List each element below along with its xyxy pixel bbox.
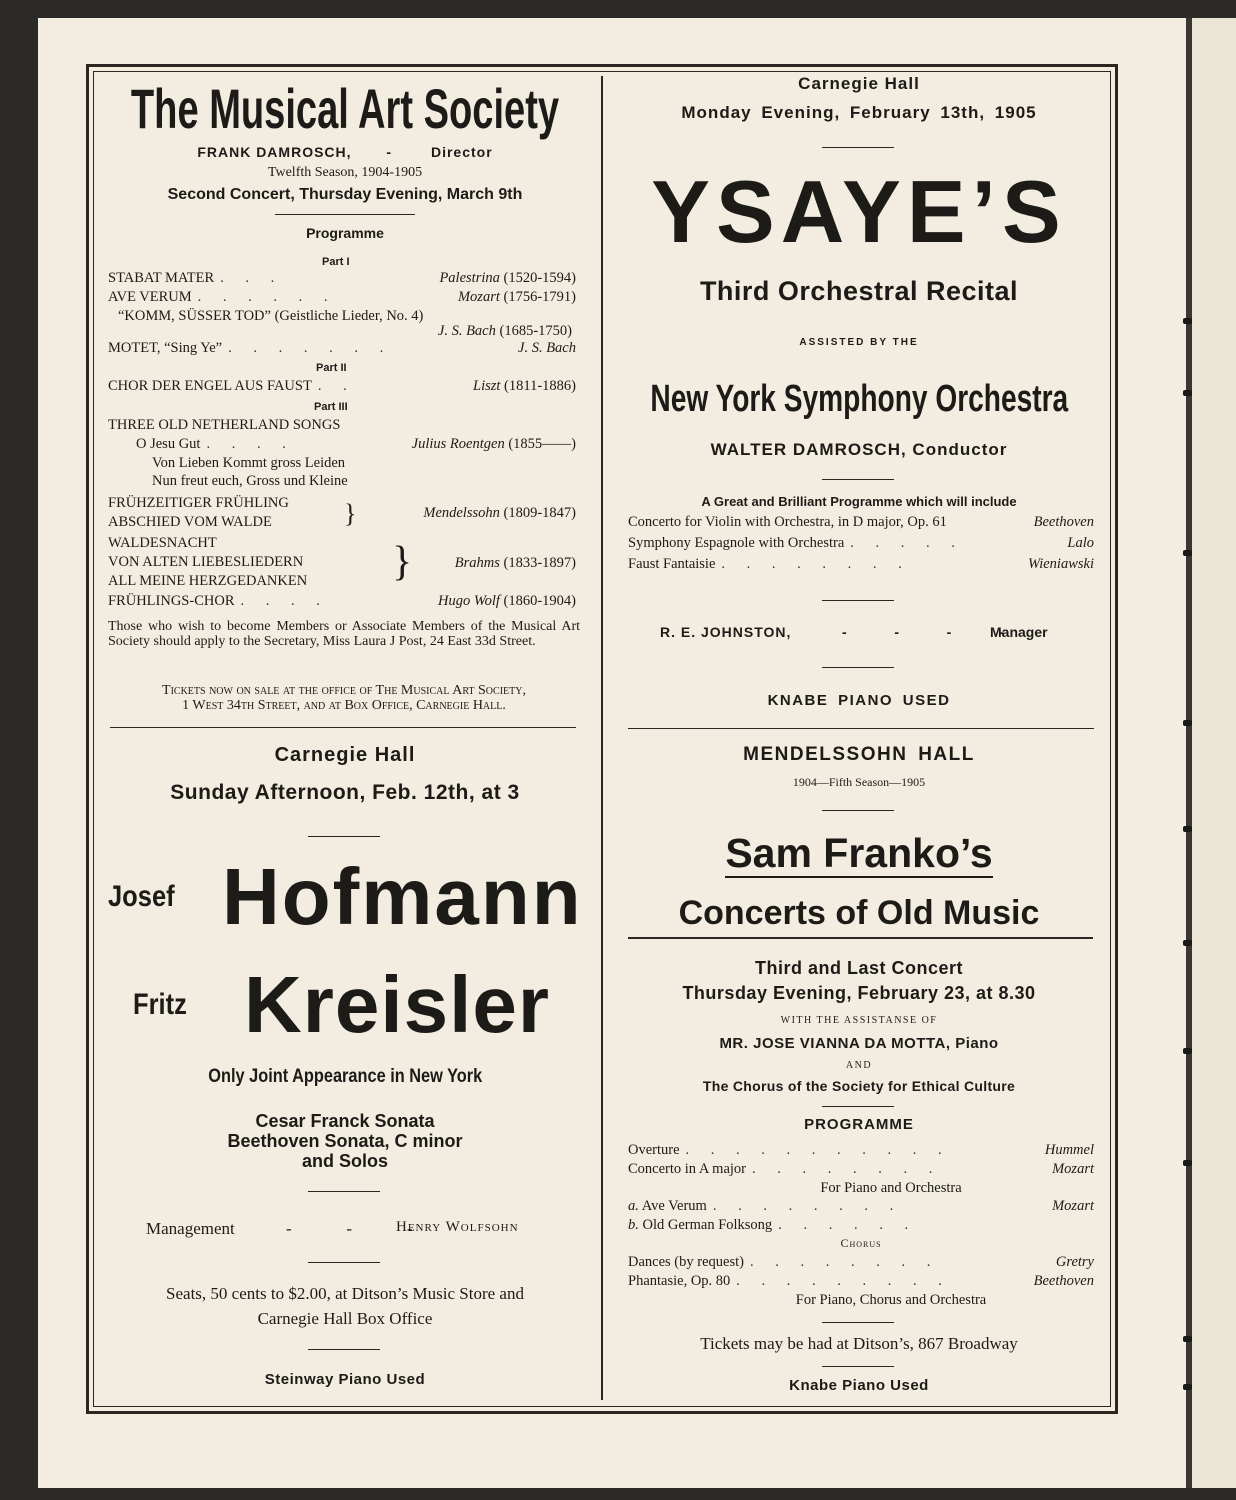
piece-title: Old German Folksong bbox=[642, 1217, 773, 1233]
binding-stitch bbox=[1183, 390, 1192, 396]
performer-first-name: Fritz bbox=[133, 988, 187, 1021]
piece-title: MOTET, “Sing Ye” bbox=[108, 340, 223, 356]
management-label: Management bbox=[146, 1219, 235, 1238]
franko-name: Sam Franko’s bbox=[725, 830, 993, 876]
binding-stitch bbox=[1183, 1160, 1192, 1166]
list-item bbox=[628, 514, 1094, 535]
binding-stitch bbox=[1183, 318, 1192, 324]
ysaye-programme-intro: A Great and Brilliant Programme which will include bbox=[701, 494, 1017, 509]
mas-membership-note: Those who wish to become Members or Associate Members of the Musical Art Society should apply to the Secretary, Miss Laura J Post, 24 East 33d Street. bbox=[108, 619, 580, 649]
franko-assist: WITH THE ASSISTANSE OF bbox=[780, 1015, 938, 1026]
franko-concert: Third and Last Concert bbox=[754, 958, 963, 978]
ysaye-assisted: ASSISTED BY THE bbox=[799, 337, 919, 348]
facing-page-edge bbox=[1192, 18, 1236, 1488]
franko-series-wrap bbox=[614, 890, 1104, 936]
binding-stitch bbox=[1183, 1048, 1192, 1054]
piece-title: CHOR DER ENGEL AUS FAUST bbox=[108, 378, 312, 394]
mas-director-line bbox=[100, 144, 590, 160]
musical-art-society-ad bbox=[100, 74, 590, 241]
mas-director-name: FRANK DAMROSCH, bbox=[197, 144, 352, 160]
performer-first-name: Josef bbox=[108, 880, 175, 913]
mas-tickets-line: Tickets now on sale at the office of The Musical Art Society, bbox=[162, 683, 526, 698]
mas-tickets-line: 1 West 34th Street, and at Box Office, Carnegie Hall. bbox=[182, 698, 506, 713]
hofmann-piano: Steinway Piano Used bbox=[264, 1371, 426, 1388]
mas-part2-heading: Part II bbox=[316, 362, 347, 374]
brace-icon: } bbox=[392, 539, 413, 585]
seats-line: Seats, 50 cents to $2.00, at Ditson’s Music Store and bbox=[166, 1284, 524, 1303]
mas-concert: Second Concert, Thursday Evening, March 9th bbox=[167, 186, 523, 203]
rule bbox=[308, 1262, 380, 1263]
seats-line: Carnegie Hall Box Office bbox=[257, 1309, 433, 1328]
binding-stitch bbox=[1183, 940, 1192, 946]
list-item: STABAT MATER . . . Palestrina (1520-1594) bbox=[108, 270, 576, 286]
franko-tickets: Tickets may be had at Ditson’s, 867 Broadway bbox=[700, 1334, 1018, 1353]
piece-title: ABSCHIED VOM WALDE bbox=[108, 514, 272, 530]
composer: Palestrina bbox=[439, 270, 500, 286]
hofmann-program bbox=[100, 1111, 590, 1171]
composer: Beethoven bbox=[1033, 1273, 1094, 1289]
ysaye-manager-name: R. E. JOHNSTON, bbox=[660, 624, 792, 640]
composer-dates: (1833-1897) bbox=[503, 555, 576, 571]
rule bbox=[308, 1349, 380, 1350]
program-line: Beethoven Sonata, C minor bbox=[227, 1131, 463, 1151]
list-item: b. Old German Folksong . . . . . . bbox=[628, 1217, 918, 1233]
piece-title: FRÜHLINGS-CHOR bbox=[108, 593, 235, 609]
hofmann-seats bbox=[100, 1281, 590, 1331]
composer-dates: (1685-1750) bbox=[499, 323, 572, 339]
composer: Wieniawski bbox=[1027, 556, 1094, 572]
composer: Mozart bbox=[1052, 1198, 1094, 1214]
piece-title: FRÜHZEITIGER FRÜHLING bbox=[108, 495, 289, 511]
piece-title: ALL MEINE HERZGEDANKEN bbox=[108, 573, 308, 589]
ysaye-name: YSAYE’S bbox=[651, 162, 1067, 261]
hofmann-venue: Carnegie Hall bbox=[274, 744, 416, 766]
list-item: Overture . . . . . . . . . . . Hummel bbox=[628, 1142, 1094, 1158]
list-item-attribution bbox=[108, 323, 576, 340]
composer: Liszt bbox=[473, 378, 501, 394]
list-item: FRÜHLINGS-CHOR . . . . Hugo Wolf (1860-1904) bbox=[108, 593, 576, 609]
mas-part3-heading: Part III bbox=[314, 401, 348, 413]
composer: J. S. Bach bbox=[437, 323, 496, 339]
program-line: and Solos bbox=[301, 1151, 388, 1171]
ysaye-manager-title: Manager bbox=[990, 624, 1048, 640]
ysaye-programme-list bbox=[628, 514, 1094, 577]
franko-and: AND bbox=[845, 1060, 873, 1071]
list-item: O Jesu Gut . . . . Julius Roentgen (1855——) bbox=[136, 436, 576, 452]
section-divider bbox=[628, 728, 1094, 729]
list-item-subtitle: Chorus bbox=[840, 1236, 882, 1250]
performer-last-name: Kreisler bbox=[244, 960, 550, 1049]
list-item: “KOMM, SÜSSER TOD” (Geistliche Lieder, No. 4) bbox=[118, 308, 424, 324]
ysaye-orchestra bbox=[560, 374, 1158, 424]
composer: Beethoven bbox=[1033, 514, 1094, 530]
piece-title: WALDESNACHT bbox=[108, 535, 217, 551]
list-item-group bbox=[108, 495, 576, 535]
rule bbox=[822, 600, 894, 601]
composer-dates: (1855——) bbox=[508, 436, 576, 452]
composer: Julius Roentgen bbox=[411, 436, 505, 452]
appearance-text: Only Joint Appearance in New York bbox=[208, 1066, 482, 1087]
composer: Hugo Wolf bbox=[437, 593, 500, 609]
mas-part1-list bbox=[108, 270, 576, 359]
hofmann-appearance bbox=[100, 1066, 590, 1088]
list-item-subtitle: For Piano, Chorus and Orchestra bbox=[795, 1292, 987, 1308]
management-name: Henry Wolfsohn bbox=[396, 1219, 519, 1235]
piece-title: VON ALTEN LIEBESLIEDERN bbox=[108, 554, 304, 570]
mas-director-title: Director bbox=[430, 144, 493, 160]
list-item: MOTET, “Sing Ye” . . . . . . . J. S. Bach bbox=[108, 340, 576, 356]
list-item: Nun freut euch, Gross und Kleine bbox=[152, 473, 348, 489]
piece-title: Symphony Espagnole with Orchestra bbox=[628, 535, 845, 551]
item-label: a. bbox=[628, 1198, 639, 1214]
binding-stitch bbox=[1183, 1384, 1192, 1390]
composer-dates: (1811-1886) bbox=[504, 378, 576, 394]
binding-stitch bbox=[1183, 550, 1192, 556]
rule bbox=[822, 810, 894, 811]
performer-last-name: Hofmann bbox=[222, 852, 583, 941]
ysaye-piano: KNABE PIANO USED bbox=[767, 692, 951, 709]
franko-piano: Knabe Piano Used bbox=[789, 1377, 929, 1394]
orchestra-text: New York Symphony Orchestra bbox=[650, 378, 1068, 420]
rule bbox=[308, 836, 380, 837]
list-item-attribution bbox=[455, 555, 576, 572]
composer-dates: (1809-1847) bbox=[503, 505, 576, 521]
rule bbox=[822, 1322, 894, 1323]
composer-dates: (1756-1791) bbox=[503, 289, 576, 305]
rule bbox=[275, 214, 415, 215]
piece-title: AVE VERUM bbox=[108, 289, 192, 305]
rule bbox=[822, 147, 894, 148]
franko-season: 1904—Fifth Season—1905 bbox=[792, 775, 926, 789]
binding-stitch bbox=[1183, 1336, 1192, 1342]
franko-venue: MENDELSSOHN HALL bbox=[743, 744, 975, 765]
list-item: CHOR DER ENGEL AUS FAUST . . Liszt (1811-1886) bbox=[108, 378, 576, 394]
mas-title: The Musical Art Society bbox=[130, 77, 560, 140]
list-item-subtitle: For Piano and Orchestra bbox=[820, 1180, 962, 1196]
list-item: a. Ave Verum . . . . . . . . Mozart bbox=[628, 1198, 1094, 1214]
ysaye-recital: Third Orchestral Recital bbox=[699, 276, 1019, 306]
franko-programme-list bbox=[628, 1142, 1094, 1310]
list-item-attribution bbox=[423, 505, 576, 522]
rule bbox=[822, 1366, 894, 1367]
piece-title: Ave Verum bbox=[641, 1198, 707, 1214]
composer: Hummel bbox=[1044, 1142, 1094, 1158]
list-item: Concerto in A major . . . . . . . . Mozart bbox=[628, 1161, 1094, 1177]
piece-title: Faust Fantaisie bbox=[628, 556, 716, 572]
program-line: Cesar Franck Sonata bbox=[255, 1111, 435, 1131]
column-divider bbox=[601, 76, 603, 1400]
composer-dates: (1860-1904) bbox=[503, 593, 576, 609]
composer: Gretry bbox=[1055, 1254, 1094, 1270]
rule bbox=[822, 667, 894, 668]
piece-title: Concerto in A major bbox=[628, 1161, 746, 1177]
composer: Lalo bbox=[1067, 535, 1094, 551]
management-dashes: - - - bbox=[286, 1219, 413, 1238]
piece-title: Phantasie, Op. 80 bbox=[628, 1273, 731, 1289]
list-item: Symphony Espagnole with Orchestra . . . . . Lalo bbox=[628, 535, 1094, 551]
list-item: Dances (by request) . . . . . . . . Gretry bbox=[628, 1254, 1094, 1270]
mas-season: Twelfth Season, 1904-1905 bbox=[267, 165, 423, 180]
piece-title: Dances (by request) bbox=[628, 1254, 744, 1270]
franko-series: Concerts of Old Music bbox=[678, 894, 1040, 932]
mas-director-dash: - bbox=[386, 144, 393, 160]
mas-programme-heading: Programme bbox=[306, 225, 384, 241]
ysaye-manager-dashes: - - - - bbox=[842, 624, 1004, 640]
ysaye-conductor: WALTER DAMROSCH, Conductor bbox=[710, 440, 1008, 459]
series-underline bbox=[628, 937, 1093, 939]
list-item: Faust Fantaisie . . . . . . . . Wieniawski bbox=[628, 556, 1094, 572]
hofmann-date: Sunday Afternoon, Feb. 12th, at 3 bbox=[170, 781, 520, 804]
composer-dates: (1520-1594) bbox=[503, 270, 576, 286]
rule bbox=[308, 1191, 380, 1192]
list-item: Phantasie, Op. 80 . . . . . . . . . Beethoven bbox=[628, 1273, 1094, 1289]
binding-stitch bbox=[1183, 720, 1192, 726]
binding-stitch bbox=[1183, 826, 1192, 832]
composer: Mozart bbox=[1052, 1161, 1094, 1177]
brace-icon: } bbox=[344, 499, 357, 528]
franko-chorus: The Chorus of the Society for Ethical Culture bbox=[702, 1078, 1016, 1094]
composer: J. S. Bach bbox=[518, 340, 576, 356]
piece-title: STABAT MATER bbox=[108, 270, 215, 286]
composer: Mendelssohn bbox=[423, 505, 500, 521]
piece-title: Overture bbox=[628, 1142, 680, 1158]
franko-name-wrap bbox=[614, 826, 1104, 880]
composer: Brahms bbox=[454, 555, 500, 571]
franko-date: Thursday Evening, February 23, at 8.30 bbox=[682, 983, 1036, 1003]
franko-programme-heading: PROGRAMME bbox=[804, 1116, 914, 1133]
piece-title: Concerto for Violin with Orchestra, in D major, Op. 61 bbox=[628, 514, 947, 530]
list-item: THREE OLD NETHERLAND SONGS bbox=[108, 417, 341, 433]
composer: Mozart bbox=[457, 289, 500, 305]
item-label: b. bbox=[628, 1217, 639, 1233]
ysaye-venue: Carnegie Hall bbox=[798, 74, 920, 93]
list-item-group bbox=[108, 535, 576, 593]
section-divider bbox=[110, 727, 576, 728]
list-item: AVE VERUM . . . . . . Mozart (1756-1791) bbox=[108, 289, 576, 305]
mas-tickets-note bbox=[108, 683, 580, 713]
ysaye-date: Monday Evening, February 13th, 1905 bbox=[681, 103, 1037, 122]
franko-soloist: MR. JOSE VIANNA DA MOTTA, Piano bbox=[719, 1035, 999, 1052]
mas-part2-list bbox=[108, 378, 576, 397]
rule bbox=[822, 1106, 894, 1107]
list-item: Von Lieben Kommt gross Leiden bbox=[152, 455, 346, 471]
mas-part3-list bbox=[108, 417, 576, 612]
mas-part1-heading: Part I bbox=[322, 256, 350, 268]
rule bbox=[822, 479, 894, 480]
piece-title: O Jesu Gut bbox=[136, 436, 201, 452]
